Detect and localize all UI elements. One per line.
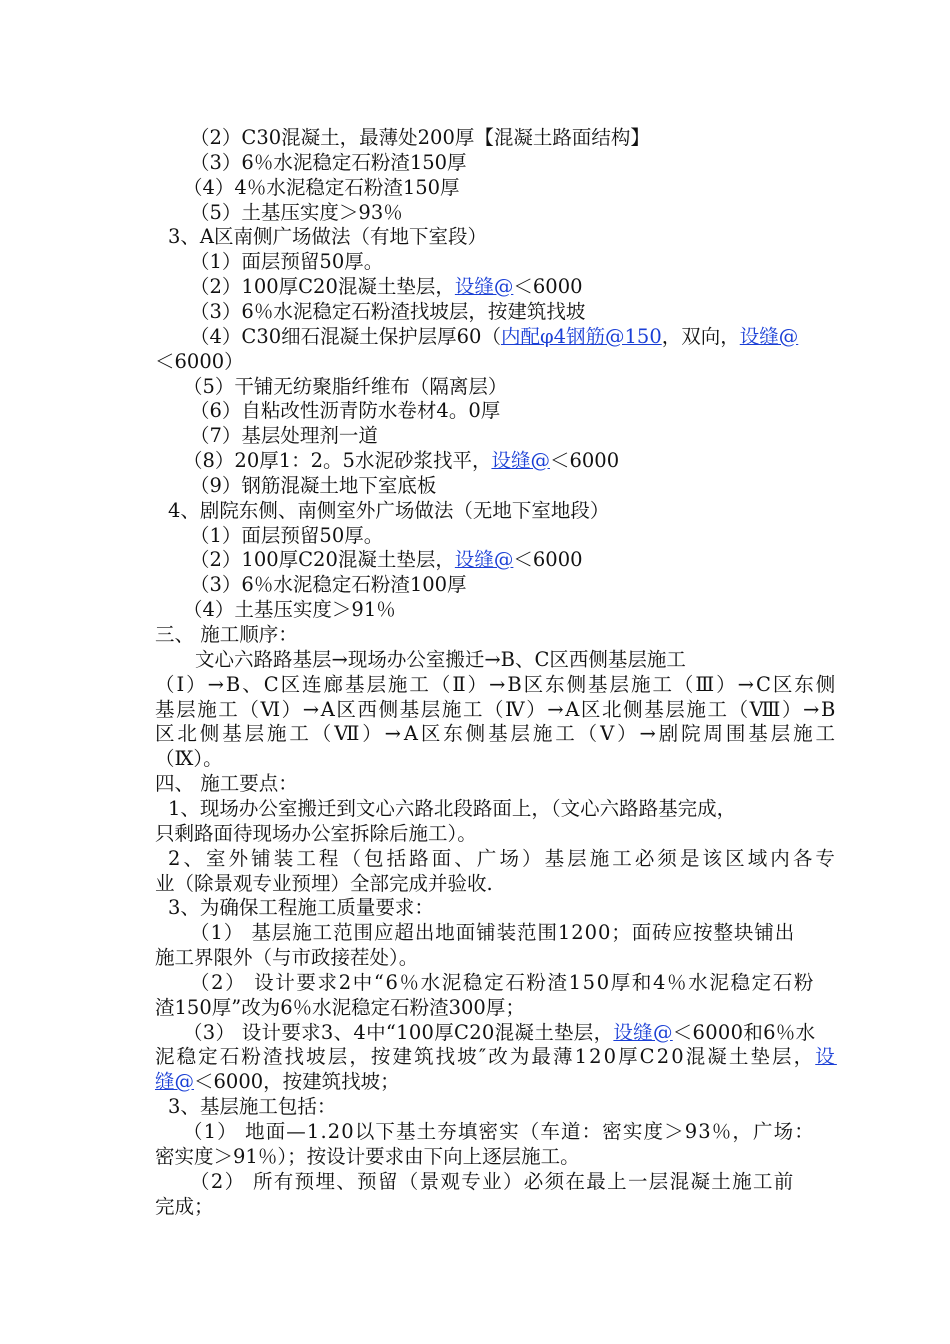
text-line — [155, 871, 493, 896]
text-line — [168, 1094, 336, 1119]
text-line — [183, 374, 507, 399]
text-segment: （2） 设计要求2中“6％水泥稳定石粉渣150厚和4％水泥稳定石粉 — [190, 970, 816, 994]
text-segment: 四、 施工要点： — [155, 772, 298, 796]
text-segment: ＜6000，按建筑找坡； — [194, 1070, 400, 1094]
link[interactable]: 缝@ — [155, 1070, 195, 1094]
text-segment: 文心六路路基层→现场办公室搬迁→B、C区西侧基层施工 — [195, 647, 686, 671]
text-line — [155, 349, 244, 374]
text-segment: （5）土基压实度＞93％ — [190, 200, 403, 224]
text-segment: （2） 所有预埋、预留（景观专业）必须在最上一层混凝土施工前 — [190, 1169, 795, 1193]
text-segment: （9）钢筋混凝土地下室底板 — [190, 473, 437, 497]
text-segment: （3）6％水泥稳定石粉渣找坡层，按建筑找坡 — [190, 299, 586, 323]
text-line — [190, 150, 467, 175]
link[interactable]: 设 — [815, 1045, 837, 1069]
text-segment: （Ⅸ）。 — [155, 747, 223, 771]
text-line — [168, 895, 434, 920]
link[interactable]: 设缝@ — [613, 1020, 673, 1044]
text-line — [190, 249, 383, 274]
text-line — [190, 920, 795, 945]
text-line — [190, 274, 583, 299]
text-line — [183, 448, 619, 473]
text-segment: （6）自粘改性沥青防水卷材4。0厚 — [190, 399, 501, 423]
text-segment: 基层施工（Ⅵ）→A区西侧基层施工（Ⅳ）→A区北侧基层施工（Ⅷ）→B — [155, 697, 837, 721]
text-segment: （2）C30混凝土，最薄处200厚【混凝土路面结构】 — [190, 126, 650, 149]
text-segment: 2、室外铺装工程（包括路面、广场）基层施工必须是该区域内各专 — [168, 846, 838, 870]
text-segment: （1） 地面—1.20以下基土夯填密实（车道：密实度＞93％，广场： — [183, 1120, 815, 1143]
text-segment: 完成； — [155, 1194, 214, 1218]
text-line — [155, 721, 838, 746]
text-line — [155, 746, 223, 771]
text-segment: ＜6000和6％水 — [672, 1020, 816, 1044]
text-segment: ＜6000 — [513, 275, 583, 299]
text-line — [190, 523, 383, 548]
text-segment: 密实度＞91％）；按设计要求由下向上逐层施工。 — [155, 1144, 580, 1168]
text-segment: （Ⅰ）→B、C区连廊基层施工（Ⅱ）→B区东侧基层施工（Ⅲ）→C区东侧 — [155, 672, 838, 696]
text-line — [155, 697, 837, 722]
text-segment: 业（除景观专业预埋）全部完成并验收. — [155, 871, 493, 895]
text-segment: （2）100厚C20混凝土垫层， — [190, 275, 455, 299]
text-segment: 只剩路面待现场办公室拆除后施工）。 — [155, 821, 477, 845]
text-line — [190, 547, 583, 572]
text-segment: 3、为确保工程施工质量要求： — [168, 896, 434, 920]
text-segment: 泥稳定石粉渣找坡层，按建筑找坡″改为最薄120厚C20混凝土垫层， — [155, 1045, 816, 1069]
text-segment: （3） 设计要求3、4中“100厚C20混凝土垫层， — [183, 1020, 614, 1044]
link[interactable]: 内配φ4钢筋@150 — [500, 324, 662, 348]
text-segment: （1）面层预留50厚。 — [190, 250, 384, 274]
text-line — [155, 622, 298, 647]
text-segment: （1） 基层施工范围应超出地面铺装范围1200；面砖应按整块铺出 — [190, 921, 796, 945]
text-line — [155, 821, 477, 846]
text-line — [190, 398, 500, 423]
text-line — [190, 1169, 795, 1194]
text-segment: 3、基层施工包括： — [168, 1095, 337, 1119]
text-line — [190, 473, 436, 498]
text-line — [190, 572, 467, 597]
text-segment: （8）20厚1：2。5水泥砂浆找平， — [183, 449, 492, 473]
text-segment: （3）6％水泥稳定石粉渣150厚 — [190, 150, 467, 174]
text-line — [155, 1044, 837, 1069]
text-line — [190, 200, 403, 225]
text-line — [190, 324, 798, 349]
text-line — [155, 945, 418, 970]
link[interactable]: 设缝@ — [491, 449, 550, 473]
text-segment: 渣150厚”改为6％水泥稳定石粉渣300厚； — [155, 995, 525, 1019]
text-segment: （7）基层处理剂一道 — [190, 424, 378, 448]
text-line — [190, 423, 378, 448]
text-line — [155, 1144, 580, 1169]
text-segment: ，双向， — [661, 324, 740, 348]
text-segment: （5）干铺无纺聚脂纤维布（隔离层） — [183, 374, 508, 398]
link[interactable]: 设缝@ — [454, 548, 514, 572]
text-line — [190, 970, 815, 995]
text-line — [155, 672, 837, 697]
text-line — [183, 175, 460, 200]
text-segment: ＜6000 — [513, 548, 583, 572]
text-segment: 区北侧基层施工（Ⅶ）→A区东侧基层施工（Ⅴ）→剧院周围基层施工 — [155, 722, 838, 746]
link[interactable]: 设缝@ — [454, 275, 514, 299]
text-segment: 3、A区南侧广场做法（有地下室段） — [168, 225, 487, 249]
text-segment: （2）100厚C20混凝土垫层， — [190, 548, 455, 572]
text-segment: ＜6000 — [549, 449, 620, 473]
text-line — [168, 846, 838, 871]
text-line — [183, 1119, 815, 1144]
text-line — [183, 1020, 815, 1045]
text-line — [168, 498, 609, 523]
text-segment: 施工界限外（与市政接茬处）。 — [155, 946, 419, 970]
text-segment: ＜6000） — [155, 349, 244, 373]
text-line — [195, 647, 686, 672]
text-line — [155, 1194, 214, 1219]
text-segment: （4）C30细石混凝土保护层厚60（ — [190, 324, 501, 348]
text-line — [190, 299, 585, 324]
text-segment: 4、剧院东侧、南侧室外广场做法（无地下室地段） — [168, 498, 610, 522]
text-line — [183, 597, 396, 622]
text-line — [155, 771, 298, 796]
text-segment: （3）6％水泥稳定石粉渣100厚 — [190, 573, 467, 597]
text-segment: （4）土基压实度＞91％ — [183, 598, 396, 622]
text-line — [168, 796, 736, 821]
text-line — [155, 1069, 400, 1094]
text-segment: （4）4％水泥稳定石粉渣150厚 — [183, 175, 460, 199]
link[interactable]: 设缝@ — [739, 324, 799, 348]
text-line — [168, 224, 487, 249]
text-segment: 1、现场办公室搬迁到文心六路北段路面上，（文心六路路基完成， — [168, 796, 737, 820]
text-line — [155, 995, 525, 1020]
text-line — [190, 125, 650, 150]
text-segment: 三、 施工顺序： — [155, 623, 298, 646]
text-segment: （1）面层预留50厚。 — [190, 523, 384, 547]
